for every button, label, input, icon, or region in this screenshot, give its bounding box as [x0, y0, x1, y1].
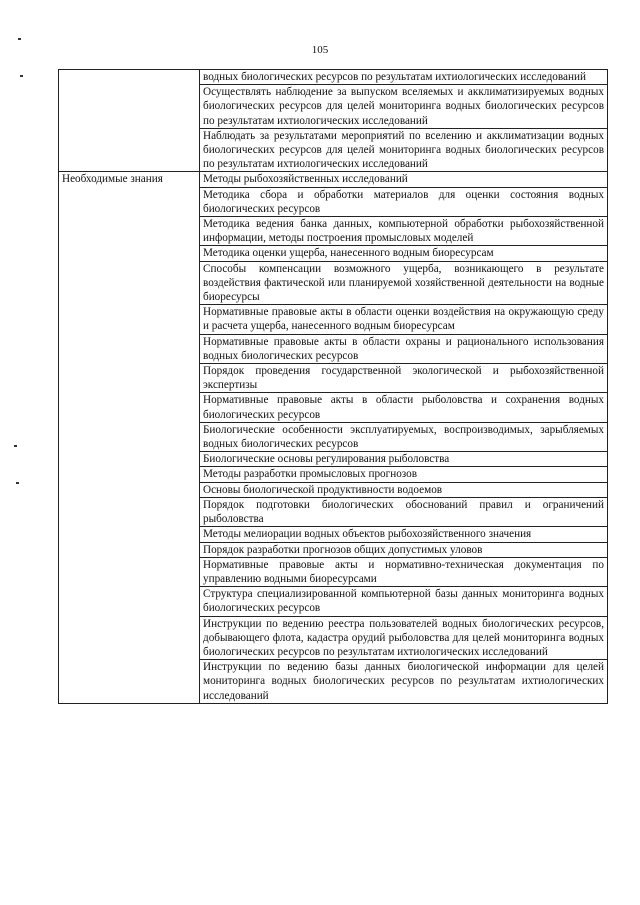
row-text-cell: Нормативные правовые акты в области рыболовства и сохранения водных биологических ресурсов: [200, 393, 608, 422]
row-text-cell: Методы разработки промысловых прогнозов: [200, 467, 608, 482]
row-text-cell: водных биологических ресурсов по результатам ихтиологических исследований: [200, 70, 608, 85]
row-text-cell: Методика оценки ущерба, нанесенного водным биоресурсам: [200, 246, 608, 261]
row-text-cell: Инструкции по ведению базы данных биологической информации для целей мониторинга водных биологических ресурсов по результатам ихтиологических исследований: [200, 660, 608, 704]
row-label-cell: [59, 70, 200, 172]
row-text-cell: Нормативные правовые акты и нормативно-техническая документация по управлению водными биоресурсами: [200, 557, 608, 586]
scan-mark: [16, 482, 19, 484]
row-text-cell: Методы мелиорации водных объектов рыбохозяйственного значения: [200, 527, 608, 542]
row-text-cell: Осуществлять наблюдение за выпуском вселяемых и акклиматизируемых водных биологических ресурсов для целей мониторинга водных биологических ресурсов по результатам ихтиологических исследований: [200, 85, 608, 129]
row-text-cell: Инструкции по ведению реестра пользователей водных биологических ресурсов, добывающего флота, кадастра орудий рыболовства для целей мониторинга водных биологических ресурсов по результатам ихтиологических исследований: [200, 616, 608, 660]
table-row: [59, 172, 608, 187]
row-text-cell: Биологические основы регулирования рыболовства: [200, 452, 608, 467]
row-text-cell: Наблюдать за результатами мероприятий по вселению и акклиматизации водных биологических ресурсов для целей мониторинга водных биологических ресурсов по результатам ихтиологических исследований: [200, 128, 608, 172]
scan-mark: [14, 445, 17, 447]
row-label-cell: Необходимые знания: [59, 172, 200, 703]
row-text-cell: Основы биологической продуктивности водоемов: [200, 482, 608, 497]
row-text-cell: Методы рыбохозяйственных исследований: [200, 172, 608, 187]
row-text-cell: Структура специализированной компьютерной базы данных мониторинга водных биологических ресурсов: [200, 587, 608, 616]
row-text-cell: Биологические особенности эксплуатируемых, воспроизводимых, зарыбляемых водных биологических ресурсов: [200, 422, 608, 451]
row-text-cell: Нормативные правовые акты в области охраны и рационального использования водных биологических ресурсов: [200, 334, 608, 363]
row-text-cell: Порядок проведения государственной экологической и рыбохозяйственной экспертизы: [200, 364, 608, 393]
row-text-cell: Методика ведения банка данных, компьютерной обработки рыбохозяйственной информации, методы построения промысловых моделей: [200, 217, 608, 246]
scan-mark: [20, 75, 23, 77]
requirements-table: [58, 69, 608, 704]
row-text-cell: Нормативные правовые акты в области оценки воздействия на окружающую среду и расчета ущерба, нанесенного водным биоресурсам: [200, 305, 608, 334]
page-number: 105: [311, 44, 329, 56]
table-row: [59, 70, 608, 85]
row-text-cell: Методика сбора и обработки материалов для оценки состояния водных биологических ресурсов: [200, 187, 608, 216]
row-text-cell: Порядок разработки прогнозов общих допустимых уловов: [200, 542, 608, 557]
scan-mark: [18, 38, 21, 40]
row-text-cell: Порядок подготовки биологических обоснований правил и ограничений рыболовства: [200, 497, 608, 526]
row-text-cell: Способы компенсации возможного ущерба, возникающего в результате воздействия фактической или планируемой хозяйственной деятельности на водные биоресурсы: [200, 261, 608, 305]
